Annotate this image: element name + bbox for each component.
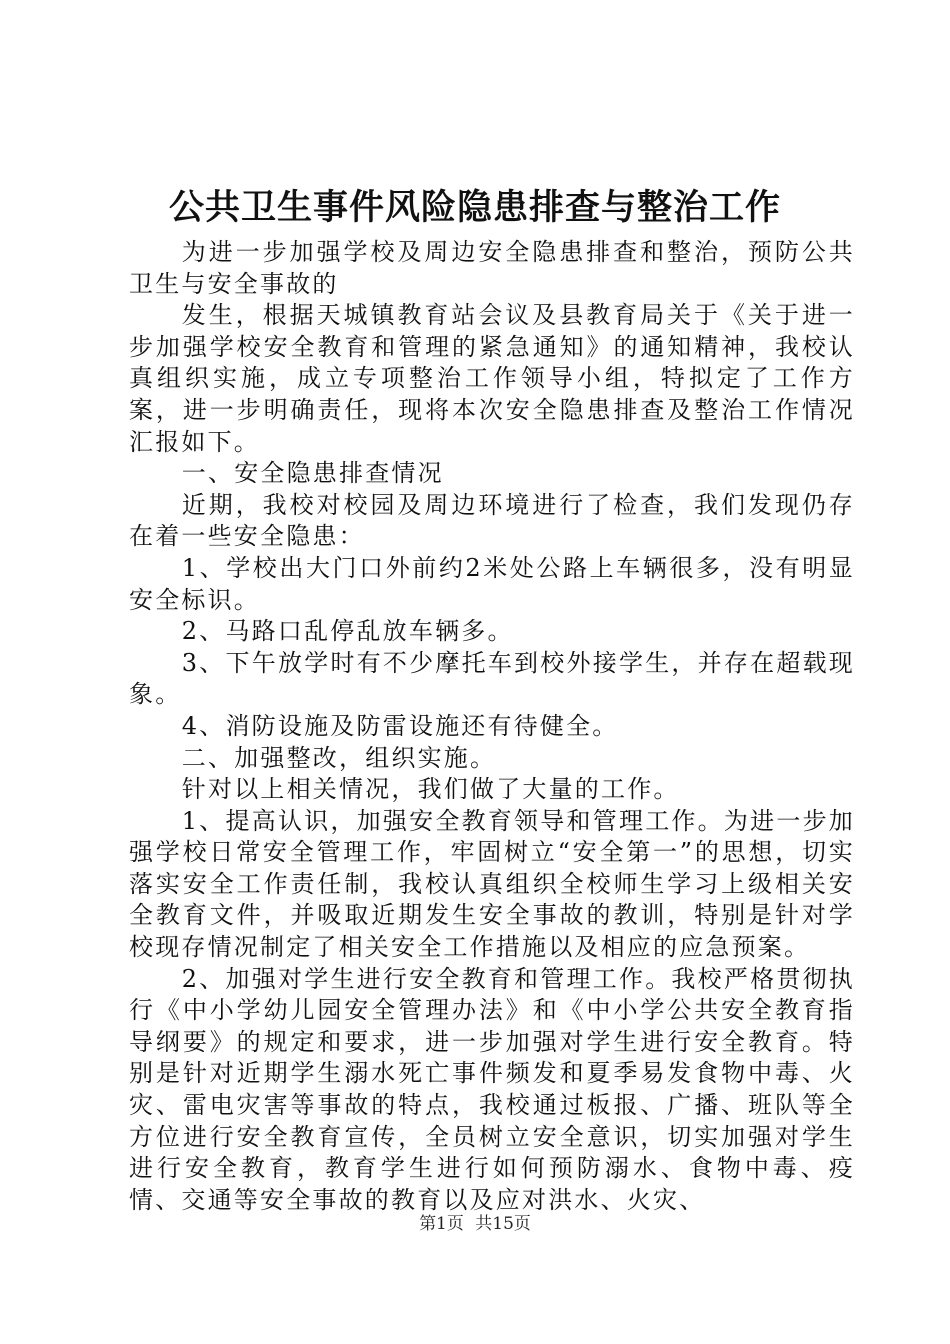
document-body — [129, 237, 855, 1216]
list-item: 1、学校出大门口外前约2米处公路上车辆很多，没有明显安全标识。 — [129, 553, 855, 614]
page-number: 第1页 — [419, 1214, 464, 1234]
page-footer — [0, 1212, 950, 1236]
list-item: 3、下午放学时有不少摩托车到校外接学生，并存在超载现象。 — [129, 648, 855, 709]
paragraph: 2、加强对学生进行安全教育和管理工作。我校严格贯彻执行《中小学幼儿园安全管理办法》和《中小学公共安全教育指导纲要》的规定和要求，进一步加强对学生进行安全教育。特别是针对近期学生溺水死亡事件频发和夏季易发食物中毒、火灾、雷电灾害等事故的特点，我校通过板报、广播、班队等全方位进行安全教育宣传，全员树立安全意识，切实加强对学生进行安全教育，教育学生进行如何预防溺水、食物中毒、疫情、交通等安全事故的教育以及应对洪水、火灾、 — [129, 964, 855, 1214]
section-heading: 一、安全隐患排查情况 — [181, 459, 444, 488]
paragraph: 为进一步加强学校及周边安全隐患排查和整治，预防公共卫生与安全事故的 — [129, 238, 855, 298]
paragraph: 近期，我校对校园及周边环境进行了检查，我们发现仍存在着一些安全隐患： — [129, 490, 855, 551]
paragraph: 发生，根据天城镇教育站会议及县教育局关于《关于进一步加强学校安全教育和管理的紧急通知》的通知精神，我校认真组织实施，成立专项整治工作领导小组，特拟定了工作方案，进一步明确责任，现将本次安全隐患排查及整治工作情况汇报如下。 — [129, 301, 855, 456]
section-heading: 二、加强整改，组织实施。 — [181, 743, 497, 772]
paragraph: 1、提高认识，加强安全教育领导和管理工作。为进一步加强学校日常安全管理工作，牢固树立“安全第一”的思想，切实落实安全工作责任制，我校认真组织全校师生学习上级相关安全教育文件，并吸取近期发生安全事故的教训，特别是针对学校现存情况制定了相关安全工作措施以及相应的应急预案。 — [129, 806, 855, 962]
list-item: 4、消防设施及防雷设施还有待健全。 — [181, 711, 619, 740]
list-item: 2、马路口乱停乱放车辆多。 — [181, 617, 514, 646]
paragraph: 针对以上相关情况，我们做了大量的工作。 — [181, 775, 680, 804]
page-total: 共15页 — [475, 1214, 531, 1234]
document-title: 公共卫生事件风险隐患排查与整治工作 — [168, 187, 781, 228]
